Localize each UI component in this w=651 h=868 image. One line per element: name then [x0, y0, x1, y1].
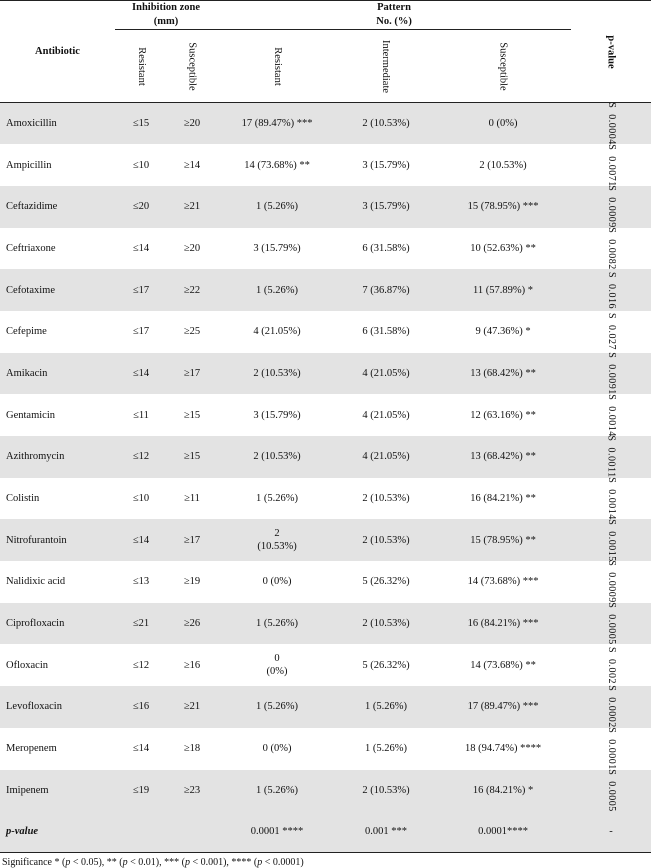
p-value-number: 0.002: [605, 658, 617, 684]
pattern-resistant: 3 (15.79%): [253, 242, 301, 254]
zone-susceptible: ≥17: [183, 534, 201, 546]
p-value-number: 0.0009: [605, 572, 617, 604]
zone-susceptible: ≥21: [183, 701, 201, 713]
p-value-cell: [571, 186, 651, 228]
antibiotic-name: Meropenem: [6, 743, 57, 755]
header-zone-resistant: Resistant: [135, 46, 147, 86]
significance-mark: S: [605, 518, 617, 525]
zone-resistant: ≤21: [132, 618, 150, 630]
header-pattern-intermediate-cell: [337, 30, 435, 103]
significance-mark: S: [605, 227, 617, 234]
pattern-susceptible: 17 (89.47%) ***: [467, 701, 539, 713]
table-row: [0, 686, 651, 728]
zone-susceptible: ≥15: [183, 451, 201, 463]
pattern-resistant: 1 (5.26%): [256, 784, 299, 796]
pattern-susceptible: 16 (84.21%) **: [470, 493, 536, 505]
zone-susceptible: ≥26: [183, 618, 201, 630]
pattern-susceptible: 2 (10.53%): [479, 159, 527, 171]
significance-mark: S: [605, 435, 617, 442]
p-value-cell: [571, 269, 651, 311]
pattern-susceptible: 15 (78.95%) ***: [467, 201, 539, 213]
pattern-resistant: 1 (5.26%): [256, 701, 299, 713]
p-value-cell: [571, 436, 651, 478]
p-value-cell: [571, 561, 651, 603]
pattern-susceptible: 9 (47.36%) *: [475, 326, 531, 338]
pattern-susceptible: 12 (63.16%) **: [470, 409, 536, 421]
header-p-value-cell: [571, 1, 651, 103]
p-value-number: 0.0014: [605, 405, 617, 437]
pattern-intermediate: 1 (5.26%): [365, 701, 408, 713]
significance-mark: S: [605, 646, 617, 653]
antibiotic-name: Nalidixic acid: [6, 576, 66, 588]
pattern-resistant: 2 (10.53%): [253, 451, 301, 463]
table-row: [0, 394, 651, 436]
pattern-susceptible: 16 (84.21%) *: [472, 784, 534, 796]
table-row: [0, 728, 651, 770]
significance-mark: S: [605, 769, 617, 776]
zone-resistant: ≤10: [132, 159, 150, 171]
antibiotic-name: Cefepime: [6, 326, 47, 338]
antibiotic-name: Amoxicillin: [6, 118, 57, 130]
antibiotic-name: Ciprofloxacin: [6, 618, 65, 630]
antibiotic-name: Amikacin: [6, 367, 48, 379]
zone-susceptible: ≥22: [183, 284, 201, 296]
footnote-text: Significance * (: [2, 857, 66, 868]
table-row: [0, 436, 651, 478]
pattern-resistant: 1 (5.26%): [256, 284, 299, 296]
header-pattern-resistant: Resistant: [271, 46, 283, 86]
p-value: [606, 185, 617, 228]
p-value: [606, 769, 617, 812]
pattern-intermediate: 3 (15.79%): [362, 159, 410, 171]
p-value: [606, 313, 617, 350]
p-value-number: 0.0071: [605, 155, 617, 187]
significance-mark: S: [605, 560, 617, 567]
zone-resistant: ≤14: [132, 743, 150, 755]
p-value-number: 0.0001: [605, 739, 617, 770]
pattern-resistant: 0 (0%): [262, 576, 292, 588]
pattern-susceptible: 13 (68.42%) **: [470, 451, 536, 463]
p-value-number: 0.0091: [605, 364, 617, 395]
p-value-number: 0.016: [605, 283, 617, 309]
antibiotic-name: Ampicillin: [6, 159, 52, 171]
p-value-cell: [571, 103, 651, 145]
p-value-number: 0.0015: [605, 531, 617, 562]
pattern-resistant: 4 (21.05%): [253, 326, 301, 338]
p-value: [606, 144, 617, 187]
table-row: [0, 186, 651, 228]
p-value-number: 0.0082: [605, 239, 617, 270]
p-value: [606, 602, 617, 645]
pattern-susceptible: 18 (94.74%) ****: [464, 743, 542, 755]
p-value: [606, 727, 617, 770]
p-value-number: 0.0005: [605, 614, 617, 645]
antibiotic-name: Ceftazidime: [6, 201, 58, 213]
p-value-number: 0.0011: [605, 447, 617, 478]
antibiotic-name: Levofloxacin: [6, 701, 62, 713]
significance-mark: S: [605, 477, 617, 484]
pattern-susceptible: 0 (0%): [488, 118, 518, 130]
summary-p-value: -: [571, 811, 651, 853]
zone-resistant: ≤17: [132, 326, 150, 338]
p-value-number: 0.0004: [605, 114, 617, 145]
header-pattern-resistant-cell: [217, 30, 337, 103]
header-pattern-intermediate: Intermediate: [380, 39, 392, 93]
significance-mark: S: [605, 393, 617, 400]
table-row: [0, 478, 651, 520]
p-value-cell: [571, 728, 651, 770]
p-value-number: 0.0005: [605, 781, 617, 812]
summary-resistant: 0.0001 ****: [217, 811, 337, 853]
zone-resistant: ≤12: [132, 451, 150, 463]
footnote-p: p: [122, 857, 128, 868]
pattern-intermediate: 4 (21.05%): [362, 367, 410, 379]
antibiotic-name: Nitrofurantoin: [6, 534, 67, 546]
pattern-susceptible: 14 (73.68%) ***: [467, 576, 539, 588]
significance-mark: S: [605, 727, 617, 734]
zone-susceptible: ≥20: [183, 118, 201, 130]
pattern-intermediate: 2 (10.53%): [362, 534, 410, 546]
p-value-cell: [571, 478, 651, 520]
table-row: [0, 519, 651, 561]
p-value: [606, 477, 617, 520]
pattern-intermediate: 6 (31.58%): [362, 326, 410, 338]
pattern-susceptible: 15 (78.95%) **: [470, 534, 536, 546]
header-pattern: Pattern: [217, 1, 571, 16]
significance-mark: S: [605, 185, 617, 192]
header-zone-susceptible-cell: [167, 30, 217, 103]
pattern-intermediate: 7 (36.87%): [362, 284, 410, 296]
zone-resistant: ≤17: [132, 284, 150, 296]
antibiotic-name: Azithromycin: [6, 451, 65, 463]
footnote-p: p: [257, 857, 263, 868]
significance-mark: S: [605, 685, 617, 692]
zone-resistant: ≤11: [133, 409, 149, 421]
significance-mark: S: [605, 271, 617, 278]
header-inhibition-zone: Inhibition zone: [115, 1, 217, 16]
significance-mark: S: [605, 102, 617, 109]
antibiotic-name: Ofloxacin: [6, 659, 48, 671]
zone-resistant: ≤14: [132, 242, 150, 254]
zone-resistant: ≤10: [132, 493, 150, 505]
p-value-cell: [571, 603, 651, 645]
zone-susceptible: ≥20: [183, 242, 201, 254]
p-value-cell: [571, 644, 651, 686]
summary-intermediate: 0.001 ***: [337, 811, 435, 853]
p-value: [606, 227, 617, 270]
pattern-resistant: 0 (0%): [262, 743, 292, 755]
header-pattern-susceptible-cell: [435, 30, 571, 103]
p-value-cell: [571, 353, 651, 395]
p-value-cell: [571, 311, 651, 353]
antibiotic-name: Ceftriaxone: [6, 242, 56, 254]
pattern-intermediate: 5 (26.32%): [362, 659, 410, 671]
zone-susceptible: ≥19: [183, 576, 201, 588]
pattern-resistant: 1 (5.26%): [256, 618, 299, 630]
pattern-resistant: 1 (5.26%): [256, 493, 299, 505]
antibiotic-name: Gentamicin: [6, 409, 55, 421]
pattern-intermediate: 6 (31.58%): [362, 242, 410, 254]
footnote-text: < 0.05), ** (: [70, 857, 123, 868]
pattern-susceptible: 10 (52.63%) **: [470, 242, 536, 254]
antibiotic-name: Imipenem: [6, 784, 49, 796]
summary-label: p-value: [0, 811, 115, 853]
zone-resistant: ≤15: [132, 118, 150, 130]
pattern-intermediate: 2 (10.53%): [362, 784, 410, 796]
antibiotic-name: Colistin: [6, 493, 40, 505]
table-row: [0, 144, 651, 186]
table-header: [0, 1, 651, 103]
pattern-resistant: 17 (89.47%) ***: [241, 118, 313, 130]
p-value-number: 0.027: [605, 325, 617, 351]
zone-susceptible: ≥14: [183, 159, 201, 171]
p-value-number: 0.0009: [605, 197, 617, 228]
header-antibiotic: Antibiotic: [0, 1, 115, 103]
pattern-susceptible: 13 (68.42%) **: [470, 367, 536, 379]
pattern-intermediate: 3 (15.79%): [362, 201, 410, 213]
table-row: [0, 103, 651, 145]
footnote-text: < 0.01), *** (: [127, 857, 185, 868]
zone-susceptible: ≥11: [184, 493, 200, 505]
p-value: [606, 686, 617, 729]
pattern-intermediate: 1 (5.26%): [365, 743, 408, 755]
p-value-number: 0.0014: [605, 489, 617, 520]
footnote-text: < 0.001), **** (: [189, 857, 258, 868]
zone-susceptible: ≥16: [183, 659, 201, 671]
pattern-susceptible: 14 (73.68%) **: [470, 659, 536, 671]
zone-resistant: ≤14: [132, 367, 150, 379]
p-value-cell: [571, 686, 651, 728]
zone-susceptible: ≥21: [183, 201, 201, 213]
p-value: [606, 561, 617, 604]
p-value: [606, 436, 617, 478]
summary-row: [0, 811, 651, 853]
significance-mark: S: [605, 143, 617, 150]
footnote-p: p: [65, 857, 71, 868]
table-row: [0, 770, 651, 812]
summary-empty: [115, 811, 167, 853]
p-value: [606, 519, 617, 562]
zone-susceptible: ≥25: [183, 326, 201, 338]
pattern-resistant: 2 (10.53%): [253, 367, 301, 379]
significance-mark: S: [605, 352, 617, 359]
table-row: [0, 603, 651, 645]
zone-susceptible: ≥23: [183, 784, 201, 796]
p-value-cell: [571, 770, 651, 812]
p-value: [606, 394, 617, 437]
summary-empty: [167, 811, 217, 853]
table-row: [0, 353, 651, 395]
zone-resistant: ≤19: [132, 784, 150, 796]
pattern-intermediate: 2 (10.53%): [362, 493, 410, 505]
pattern-resistant: 0 (0%): [266, 653, 288, 678]
header-zone-susceptible: Susceptible: [186, 41, 198, 91]
table-row: [0, 561, 651, 603]
pattern-resistant: 1 (5.26%): [256, 201, 299, 213]
p-value-number: 0.0002: [605, 697, 617, 729]
pattern-resistant: 14 (73.68%) **: [244, 159, 310, 171]
pattern-resistant: 2 (10.53%): [257, 528, 297, 553]
pattern-resistant: 3 (15.79%): [253, 409, 301, 421]
table-row: [0, 311, 651, 353]
footnote: [0, 853, 651, 868]
zone-susceptible: ≥15: [183, 409, 201, 421]
pattern-intermediate: 4 (21.05%): [362, 409, 410, 421]
p-value-cell: [571, 394, 651, 436]
zone-resistant: ≤20: [132, 201, 150, 213]
table-body: [0, 103, 651, 853]
header-zone-resistant-cell: [115, 30, 167, 103]
table-row: [0, 269, 651, 311]
pattern-intermediate: 2 (10.53%): [362, 118, 410, 130]
table-row: [0, 228, 651, 270]
p-value: [606, 102, 617, 145]
significance-mark: S: [605, 602, 617, 609]
footnote-p: p: [184, 857, 190, 868]
pattern-susceptible: 16 (84.21%) ***: [467, 618, 539, 630]
pattern-susceptible: 11 (57.89%) *: [473, 284, 534, 296]
zone-resistant: ≤12: [132, 659, 150, 671]
p-value-cell: [571, 228, 651, 270]
p-value-cell: [571, 144, 651, 186]
p-value: [606, 272, 617, 309]
table-row: [0, 644, 651, 686]
pattern-intermediate: 4 (21.05%): [362, 451, 410, 463]
pattern-intermediate: 2 (10.53%): [362, 618, 410, 630]
zone-susceptible: ≥17: [183, 367, 201, 379]
header-pattern-susceptible: Susceptible: [497, 41, 509, 91]
zone-resistant: ≤16: [132, 701, 150, 713]
significance-mark: S: [605, 313, 617, 320]
p-value: [606, 647, 617, 684]
zone-resistant: ≤13: [132, 576, 150, 588]
footnote-text: < 0.0001): [262, 857, 304, 868]
zone-susceptible: ≥18: [183, 743, 201, 755]
zone-resistant: ≤14: [132, 534, 150, 546]
summary-susceptible: 0.0001****: [435, 811, 571, 853]
antibiotic-name: Cefotaxime: [6, 284, 55, 296]
pattern-intermediate: 5 (26.32%): [362, 576, 410, 588]
p-value-cell: [571, 519, 651, 561]
header-no-pct: No. (%): [217, 15, 571, 30]
p-value: [606, 352, 617, 395]
header-p-value: p-value: [606, 34, 618, 69]
header-mm: (mm): [115, 15, 217, 30]
